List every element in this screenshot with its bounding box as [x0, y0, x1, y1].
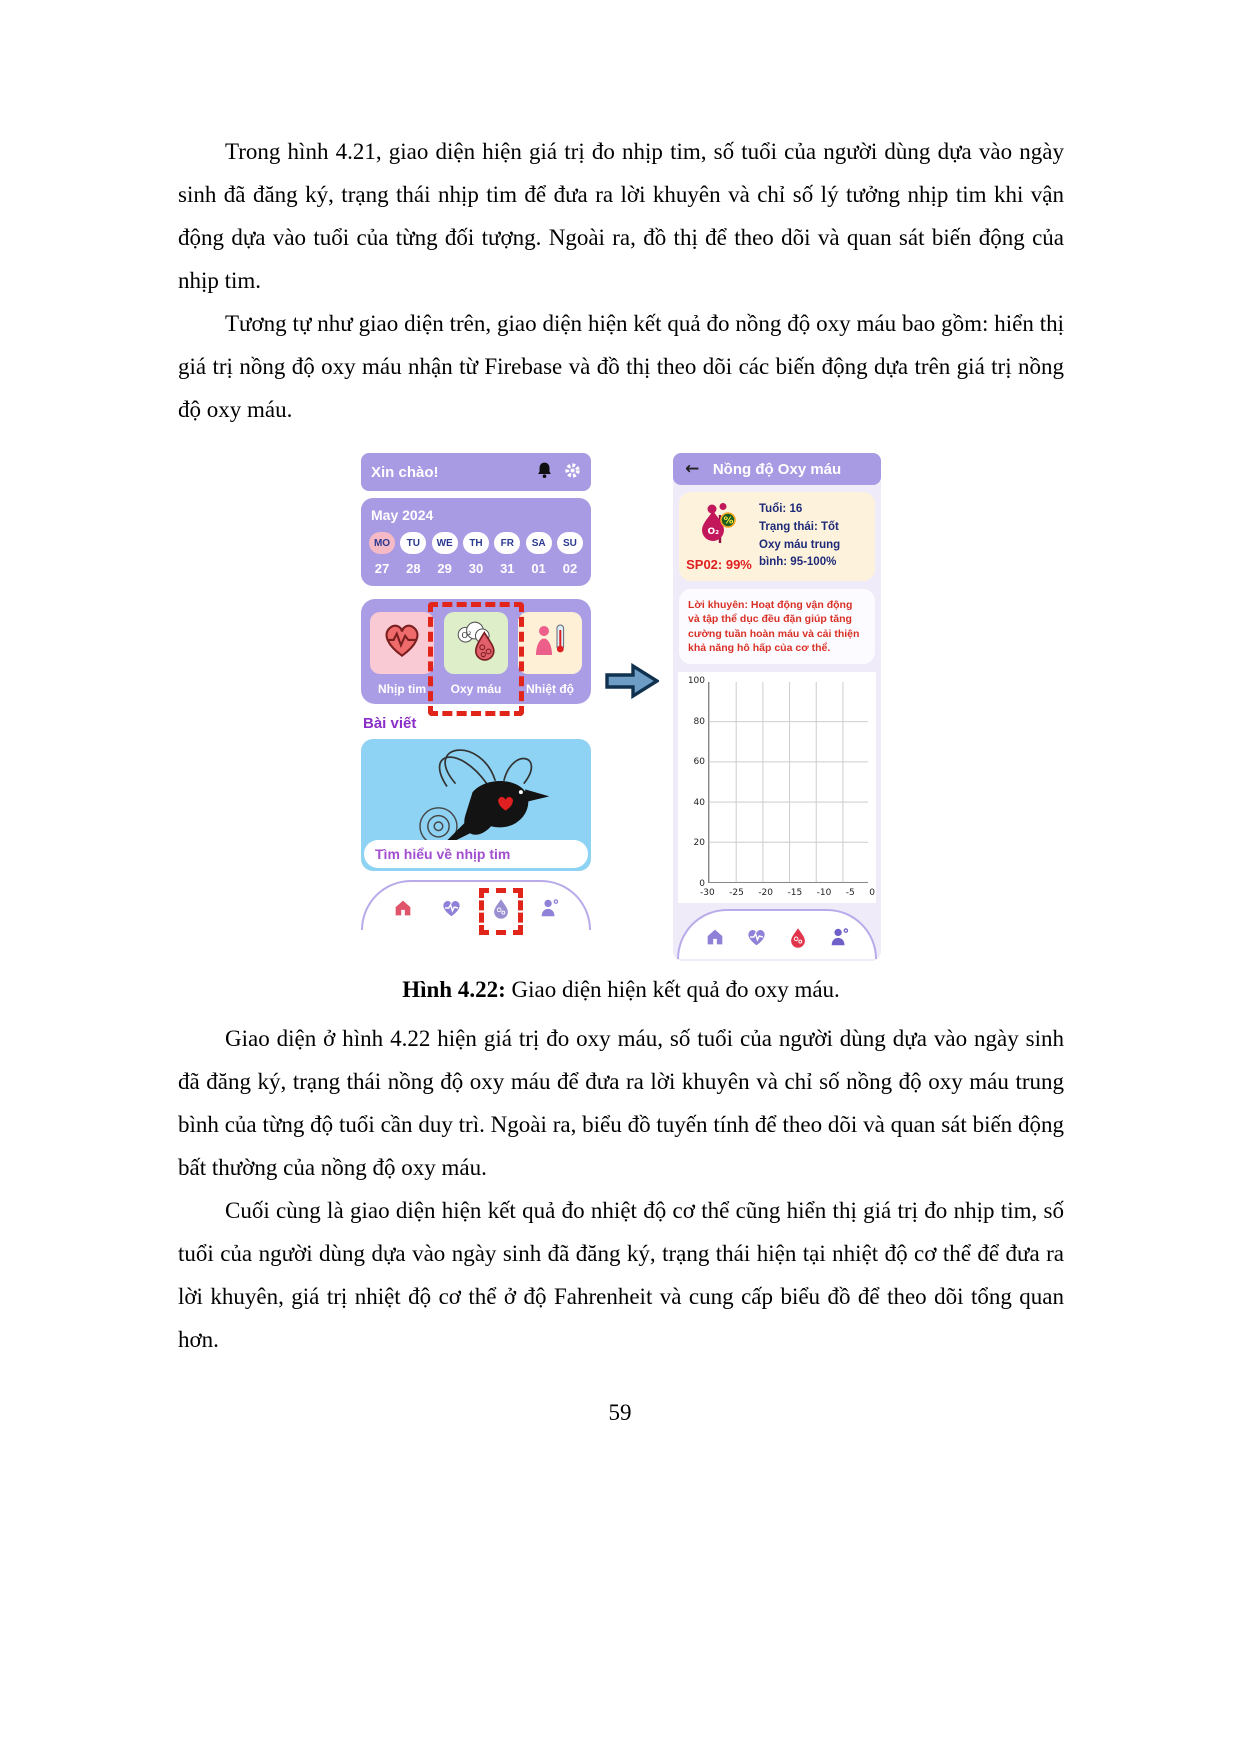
- chart-x-ticks: -30 -25 -20 -15 -10 -5 0: [700, 887, 875, 898]
- heart-rate-icon: [745, 926, 768, 948]
- nav-heart-rate[interactable]: [745, 926, 768, 948]
- oxygen-screen-phone: [673, 453, 881, 961]
- spo2-chart-card: [678, 672, 876, 903]
- day-pill-we[interactable]: WE: [432, 532, 458, 554]
- temperature-card[interactable]: [518, 612, 582, 674]
- bottom-nav-left: [361, 880, 591, 930]
- back-arrow-icon[interactable]: ←: [685, 459, 700, 479]
- svg-text:O²: O²: [461, 629, 472, 640]
- paragraph-2: Tương tự như giao diện trên, giao diện hiện kết quả đo nồng độ oxy máu bao gồm: hiển thị giá trị nồng độ oxy máu nhận từ Firebase và đồ thị theo dõi các biến động dựa trên giá trị nồng độ oxy máu.: [178, 311, 1064, 422]
- figure-caption-text: Giao diện hiện kết quả đo oxy máu.: [505, 976, 840, 1002]
- chart-y-ticks: 100 80 60 40 20 0: [687, 675, 705, 889]
- figure-caption-label: Hình 4.22:: [402, 976, 506, 1002]
- oxygen-drop-icon: [453, 620, 499, 667]
- date-cell: 28: [406, 561, 421, 576]
- date-cell: 01: [531, 561, 546, 576]
- calendar-card: [361, 498, 591, 586]
- svg-text:O₂: O₂: [707, 527, 720, 537]
- home-icon: [392, 897, 414, 919]
- home-icon: [704, 926, 726, 948]
- nav-home[interactable]: [392, 897, 414, 919]
- figure-4-22: [178, 453, 1064, 961]
- age-value: Tuổi: 16: [759, 503, 803, 515]
- heart-rate-icon: [440, 897, 463, 919]
- greeting-text: Xin chào!: [371, 463, 439, 481]
- profile-icon: [538, 897, 560, 919]
- calendar-day-row: [368, 532, 584, 554]
- page-number: 59: [608, 1400, 632, 1425]
- nav-home[interactable]: [704, 926, 726, 948]
- paragraph-1: Trong hình 4.21, giao diện hiện giá trị đo nhịp tim, số tuổi của người dùng dựa vào ngày sinh đã đăng ký, trạng thái nhịp tim để đưa ra lời khuyên và chỉ số lý tưởng nhịp tim khi vận động dựa vào tuổi của từng đối tượng. Ngoài ra, đồ thị để theo dõi và quan sát biến động của nhịp tim.: [178, 139, 1064, 293]
- temperature-label: Nhiệt độ: [526, 682, 574, 696]
- oxygen-info-card: [679, 492, 875, 581]
- day-pill-mo[interactable]: MO: [369, 532, 395, 554]
- thermometer-person-icon: [529, 621, 571, 666]
- date-cell: 27: [374, 561, 390, 576]
- date-cell: 02: [562, 561, 578, 576]
- heart-pulse-icon: [381, 622, 423, 665]
- profile-icon: [828, 926, 850, 948]
- day-pill-th[interactable]: TH: [463, 532, 489, 554]
- oxygen-card[interactable]: [444, 612, 508, 674]
- calendar-date-row: [368, 561, 584, 576]
- oxygen-label: Oxy máu: [450, 682, 502, 696]
- articles-heading: Bài viết: [363, 715, 417, 732]
- blood-drop-icon: [490, 897, 512, 919]
- nav-profile[interactable]: [828, 926, 850, 948]
- bottom-nav-right: [677, 909, 877, 959]
- spo2-chart: [687, 675, 875, 898]
- spo2-value: SP02: 99%: [686, 557, 752, 572]
- greeting-bar: [361, 453, 591, 491]
- figure-caption: [178, 977, 1064, 1003]
- nav-oxygen[interactable]: [787, 926, 809, 948]
- day-pill-su[interactable]: SU: [557, 532, 583, 554]
- bell-icon[interactable]: [535, 461, 554, 484]
- status-value: Trạng thái: Tốt: [759, 520, 839, 533]
- blood-drop-icon: [787, 926, 809, 948]
- paragraph-3: Giao diện ở hình 4.22 hiện giá trị đo oxy máu, số tuổi của người dùng dựa vào ngày sinh đã đăng ký, trạng thái nồng độ oxy máu để đưa ra lời khuyên và chỉ số nồng độ oxy máu trung bình của từng độ tuổi cần duy trì. Ngoài ra, biểu đồ tuyến tính để theo dõi và quan sát biến động bất thường của nồng độ oxy máu.: [178, 1025, 1064, 1180]
- day-pill-sa[interactable]: SA: [526, 532, 552, 554]
- heart-rate-label: Nhịp tim: [378, 682, 426, 696]
- transition-arrow-icon: [605, 663, 659, 699]
- calendar-month: May 2024: [371, 507, 434, 523]
- page-content: [178, 130, 1064, 1361]
- paragraph-4: Cuối cùng là giao diện hiện kết quả đo nhiệt độ cơ thể cũng hiển thị giá trị đo nhịp tim, số tuổi của người dùng dựa vào ngày sinh đã đăng ký, trạng thái hiện tại nhiệt độ cơ thể để đưa ra lời khuyên, giá trị nhiệt độ cơ thể ở độ Fahrenheit và cung cấp biểu đồ để theo dõi tổng quan hơn.: [178, 1197, 1064, 1352]
- day-pill-tu[interactable]: TU: [400, 532, 426, 554]
- home-screen-phone: [361, 453, 591, 930]
- advice-card: Lời khuyên: Hoạt động vận động và tập thể dục đều đặn giúp tăng cường tuần hoàn máu và cải thiện khả năng hô hấp của cơ thể.: [679, 589, 875, 664]
- bird-illustration-icon: [379, 741, 569, 849]
- oxygen-screen-header: [673, 453, 881, 485]
- date-cell: 29: [437, 561, 452, 576]
- article-link[interactable]: Tìm hiểu về nhịp tim: [364, 840, 588, 868]
- nav-profile[interactable]: [538, 897, 560, 919]
- date-cell: 31: [500, 561, 515, 576]
- metrics-panel: [361, 599, 591, 704]
- svg-text:%: %: [723, 515, 734, 527]
- nav-heart-rate[interactable]: [440, 897, 463, 919]
- date-cell: 30: [468, 561, 484, 576]
- spo2-icon: [699, 501, 739, 550]
- nav-oxygen[interactable]: [490, 897, 512, 919]
- day-pill-fr[interactable]: FR: [494, 532, 520, 554]
- oxygen-screen-title: Nồng độ Oxy máu: [712, 460, 842, 478]
- gear-icon[interactable]: [564, 462, 581, 483]
- average-value: Oxy máu trung bình: 95-100%: [759, 538, 841, 569]
- heart-rate-card[interactable]: [370, 612, 434, 674]
- article-card[interactable]: [361, 739, 591, 871]
